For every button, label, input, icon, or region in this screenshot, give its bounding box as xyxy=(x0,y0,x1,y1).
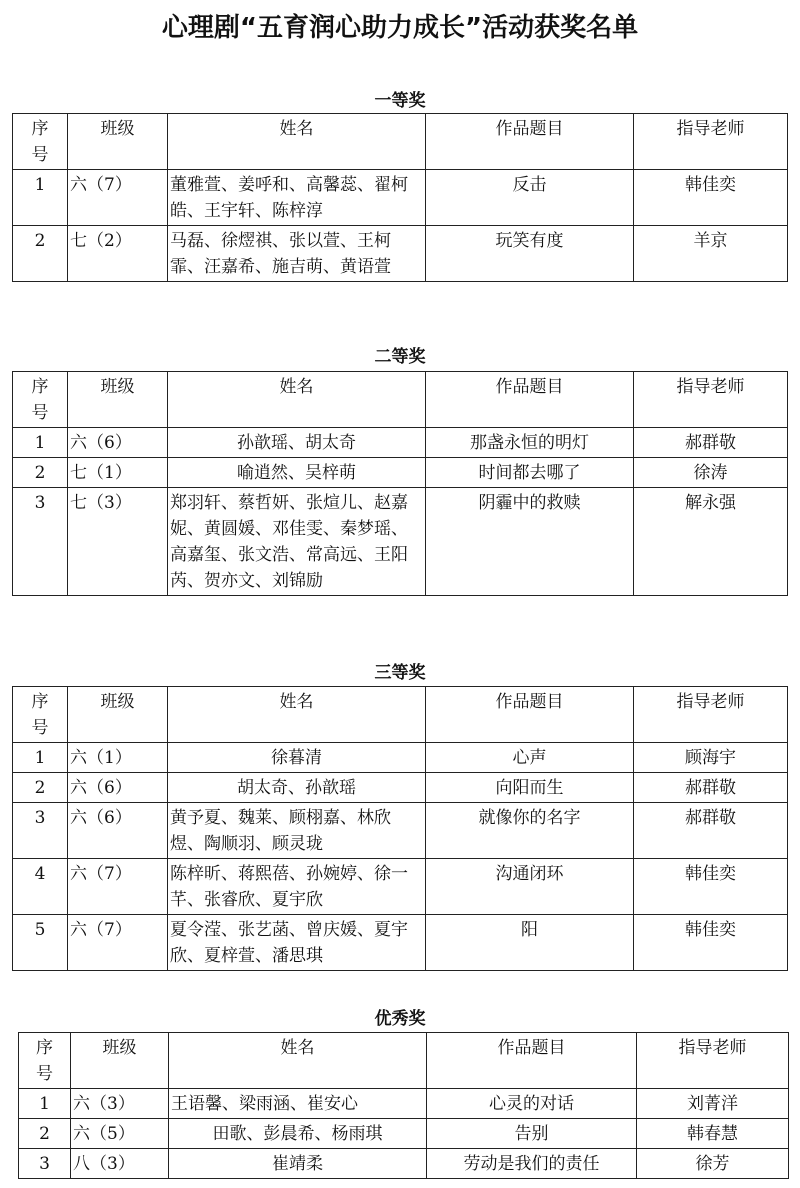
header-class: 班级 xyxy=(71,1033,169,1089)
cell-seq: 2 xyxy=(13,773,68,803)
cell-seq: 1 xyxy=(13,743,68,773)
cell-teacher: 韩佳奕 xyxy=(634,915,788,971)
cell-seq: 3 xyxy=(13,803,68,859)
cell-names: 孙歆瑶、胡太奇 xyxy=(168,428,426,458)
cell-names: 郑羽轩、蔡哲妍、张煊儿、赵嘉妮、黄圆媛、邓佳雯、秦梦瑶、高嘉玺、张文浩、常高远、王阳芮、贺亦文、刘锦励 xyxy=(168,488,426,596)
cell-teacher: 郝群敬 xyxy=(634,428,788,458)
header-teacher: 指导老师 xyxy=(637,1033,789,1089)
header-work: 作品题目 xyxy=(427,1033,637,1089)
cell-work: 反击 xyxy=(426,170,634,226)
cell-class: 六（6） xyxy=(68,428,168,458)
cell-names: 王语馨、梁雨涵、崔安心 xyxy=(169,1089,427,1119)
table-row xyxy=(13,170,788,226)
table-row xyxy=(13,915,788,971)
cell-names: 胡太奇、孙歆瑶 xyxy=(168,773,426,803)
cell-teacher: 韩春慧 xyxy=(637,1119,789,1149)
cell-work: 就像你的名字 xyxy=(426,803,634,859)
table-row xyxy=(19,1119,789,1149)
cell-teacher: 郝群敬 xyxy=(634,803,788,859)
section-title-third-prize: 三等奖 xyxy=(374,663,426,683)
cell-seq: 5 xyxy=(13,915,68,971)
cell-class: 六（5） xyxy=(71,1119,169,1149)
award-table-second-prize xyxy=(12,371,788,596)
table-row xyxy=(13,488,788,596)
cell-names: 夏令滢、张艺菡、曾庆媛、夏宇欣、夏梓萱、潘思琪 xyxy=(168,915,426,971)
cell-teacher: 郝群敬 xyxy=(634,773,788,803)
cell-seq: 3 xyxy=(19,1149,71,1179)
cell-teacher: 徐芳 xyxy=(637,1149,789,1179)
cell-work: 阳 xyxy=(426,915,634,971)
cell-class: 六（7） xyxy=(68,170,168,226)
cell-teacher: 解永强 xyxy=(634,488,788,596)
cell-class: 六（6） xyxy=(68,803,168,859)
cell-seq: 1 xyxy=(13,428,68,458)
header-class: 班级 xyxy=(68,114,168,170)
cell-names: 董雅萱、姜呼和、高馨蕊、翟柯皓、王宇轩、陈梓淳 xyxy=(168,170,426,226)
cell-names: 田歌、彭晨希、杨雨琪 xyxy=(169,1119,427,1149)
cell-work: 告别 xyxy=(427,1119,637,1149)
table-header-row xyxy=(13,687,788,743)
header-seq: 序号 xyxy=(13,114,68,170)
cell-work: 心声 xyxy=(426,743,634,773)
cell-work: 时间都去哪了 xyxy=(426,458,634,488)
cell-teacher: 徐涛 xyxy=(634,458,788,488)
award-table-first-prize xyxy=(12,113,788,282)
cell-names: 马磊、徐熤祺、张以萱、王柯霏、汪嘉希、施吉萌、黄语萱 xyxy=(168,226,426,282)
table-row xyxy=(13,743,788,773)
cell-class: 六（1） xyxy=(68,743,168,773)
cell-seq: 1 xyxy=(13,170,68,226)
header-names: 姓名 xyxy=(168,372,426,428)
header-seq: 序号 xyxy=(13,372,68,428)
section-title-first-prize: 一等奖 xyxy=(374,91,426,111)
table-row xyxy=(13,773,788,803)
cell-work: 心灵的对话 xyxy=(427,1089,637,1119)
cell-work: 玩笑有度 xyxy=(426,226,634,282)
header-names: 姓名 xyxy=(169,1033,427,1089)
cell-class: 七（3） xyxy=(68,488,168,596)
cell-names: 崔靖柔 xyxy=(169,1149,427,1179)
header-work: 作品题目 xyxy=(426,114,634,170)
cell-seq: 3 xyxy=(13,488,68,596)
table-row xyxy=(13,859,788,915)
cell-seq: 4 xyxy=(13,859,68,915)
table-row xyxy=(13,803,788,859)
cell-work: 沟通闭环 xyxy=(426,859,634,915)
cell-seq: 2 xyxy=(13,226,68,282)
table-row xyxy=(13,458,788,488)
table-row xyxy=(19,1149,789,1179)
header-work: 作品题目 xyxy=(426,372,634,428)
table-header-row xyxy=(13,372,788,428)
cell-class: 七（2） xyxy=(68,226,168,282)
table-row xyxy=(13,428,788,458)
cell-teacher: 刘菁洋 xyxy=(637,1089,789,1119)
cell-teacher: 韩佳奕 xyxy=(634,859,788,915)
header-teacher: 指导老师 xyxy=(634,114,788,170)
header-class: 班级 xyxy=(68,687,168,743)
table-header-row xyxy=(19,1033,789,1089)
cell-class: 六（7） xyxy=(68,915,168,971)
cell-teacher: 韩佳奕 xyxy=(634,170,788,226)
cell-names: 陈梓昕、蒋熙蓓、孙婉婷、徐一芊、张睿欣、夏宇欣 xyxy=(168,859,426,915)
cell-teacher: 顾海宇 xyxy=(634,743,788,773)
header-seq: 序号 xyxy=(13,687,68,743)
header-teacher: 指导老师 xyxy=(634,372,788,428)
section-title-second-prize: 二等奖 xyxy=(374,347,426,367)
header-teacher: 指导老师 xyxy=(634,687,788,743)
cell-names: 徐暮清 xyxy=(168,743,426,773)
header-class: 班级 xyxy=(68,372,168,428)
cell-work: 阴霾中的救赎 xyxy=(426,488,634,596)
award-table-merit-award xyxy=(18,1032,789,1179)
table-row xyxy=(13,226,788,282)
cell-seq: 1 xyxy=(19,1089,71,1119)
cell-work: 向阳而生 xyxy=(426,773,634,803)
award-table-third-prize xyxy=(12,686,788,971)
cell-class: 七（1） xyxy=(68,458,168,488)
table-row xyxy=(19,1089,789,1119)
table-header-row xyxy=(13,114,788,170)
section-title-merit-award: 优秀奖 xyxy=(374,1009,426,1029)
cell-class: 八（3） xyxy=(71,1149,169,1179)
page-title: 心理剧“五育润心助力成长”活动获奖名单 xyxy=(161,13,639,43)
cell-class: 六（7） xyxy=(68,859,168,915)
cell-names: 喻逍然、吴梓萌 xyxy=(168,458,426,488)
cell-work: 劳动是我们的责任 xyxy=(427,1149,637,1179)
cell-names: 黄予夏、魏莱、顾栩嘉、林欣煜、陶顺羽、顾灵珑 xyxy=(168,803,426,859)
header-seq: 序号 xyxy=(19,1033,71,1089)
cell-seq: 2 xyxy=(13,458,68,488)
cell-teacher: 羊京 xyxy=(634,226,788,282)
cell-class: 六（6） xyxy=(68,773,168,803)
header-names: 姓名 xyxy=(168,114,426,170)
cell-seq: 2 xyxy=(19,1119,71,1149)
cell-class: 六（3） xyxy=(71,1089,169,1119)
cell-work: 那盏永恒的明灯 xyxy=(426,428,634,458)
header-names: 姓名 xyxy=(168,687,426,743)
header-work: 作品题目 xyxy=(426,687,634,743)
